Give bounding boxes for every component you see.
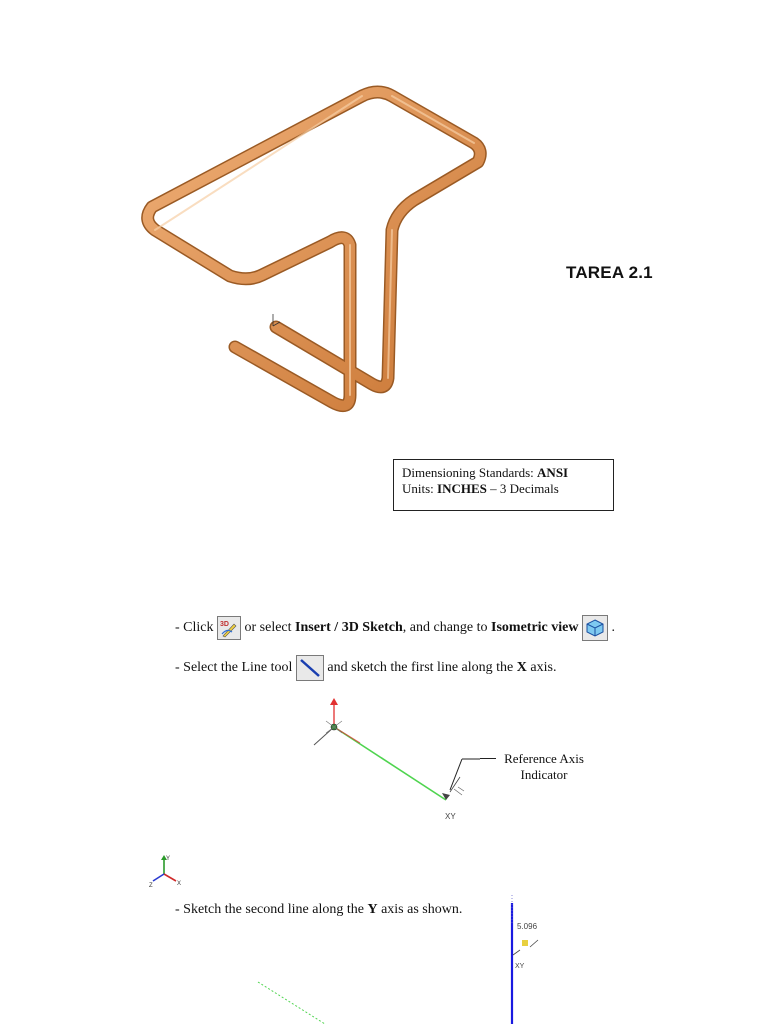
- y-axis-label: Y: [367, 902, 378, 917]
- pipe-model-render: [130, 80, 500, 425]
- dim-value: ANSI: [537, 465, 569, 480]
- sketch2-axis-indicator-label: XY: [515, 963, 525, 970]
- callout-leader: [480, 758, 496, 759]
- step3-text-a: - Sketch the second line along the: [175, 902, 368, 917]
- first-line-fragment: [258, 982, 325, 1024]
- insert-3d-sketch-menu: Insert / 3D Sketch: [295, 620, 403, 636]
- coordinate-triad-icon: [148, 852, 184, 888]
- svg-text:3D: 3D: [220, 621, 229, 628]
- step1-text-a: - Click: [175, 620, 217, 636]
- isometric-view-icon[interactable]: [582, 615, 608, 641]
- callout-line-2: Indicator: [520, 767, 568, 782]
- step2-text-c: axis.: [526, 660, 557, 676]
- step2-text-a: - Select the Line tool: [175, 660, 296, 676]
- dim-label: Dimensioning Standards:: [402, 465, 538, 480]
- length-dimension: 5.096: [517, 922, 538, 931]
- units-line: [402, 481, 605, 497]
- x-axis-label: X: [516, 660, 527, 676]
- instruction-step-2: [175, 655, 556, 681]
- 3d-sketch-icon[interactable]: [217, 616, 241, 640]
- cursor-pointer: [442, 777, 464, 800]
- sketch-second-line-diagram: [250, 895, 550, 1024]
- units-suffix: – 3 Decimals: [486, 481, 559, 496]
- units-value: INCHES: [437, 481, 487, 496]
- settings-box: [393, 459, 614, 511]
- triad-x-label: X: [177, 881, 182, 887]
- step2-text-b: and sketch the first line along the: [327, 660, 517, 676]
- triad-z-label: Z: [149, 883, 153, 888]
- isometric-view-label: Isometric view: [491, 620, 579, 636]
- step1-text-b: or select: [244, 620, 296, 636]
- reference-axis-callout: [496, 751, 592, 783]
- sketch-first-line-diagram: [300, 695, 480, 825]
- step1-text-d: .: [607, 620, 615, 636]
- instruction-step-1: [175, 615, 615, 641]
- step3-text-b: axis as shown.: [377, 902, 463, 917]
- dimensioning-standards-line: [402, 465, 605, 481]
- page-title: TAREA 2.1: [566, 263, 653, 282]
- line-tool-icon[interactable]: [296, 655, 324, 681]
- sketch1-axis-indicator-label: XY: [445, 812, 456, 821]
- units-label: Units:: [402, 481, 438, 496]
- triad-y-label: Y: [166, 856, 171, 862]
- callout-line-1: Reference Axis: [504, 751, 584, 766]
- step1-text-c: , and change to: [402, 620, 492, 636]
